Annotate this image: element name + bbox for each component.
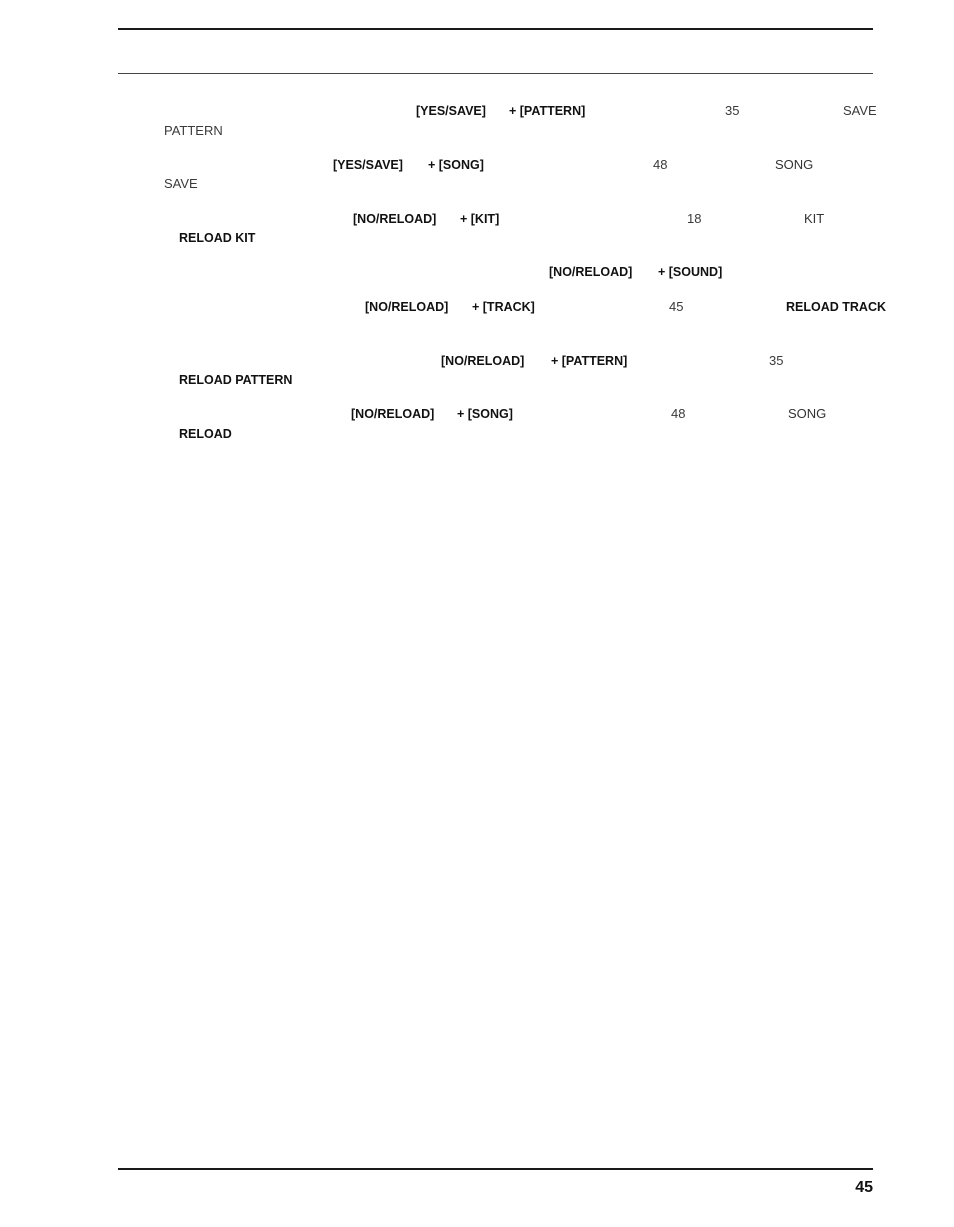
page-number: 45 <box>855 1179 873 1196</box>
key-combo-first-key: [NO/RELOAD] <box>351 407 435 421</box>
page-reference: 48 <box>671 406 686 421</box>
key-combo-second-key: + [SONG] <box>457 407 513 421</box>
key-combo-second-key: + [PATTERN] <box>509 104 586 118</box>
screen-name-continued: SAVE <box>164 176 198 191</box>
page-reference: 18 <box>687 211 702 226</box>
screen-name: SONG <box>788 406 827 421</box>
key-combo-second-key: + [PATTERN] <box>551 354 628 368</box>
key-combo-first-key: [YES/SAVE] <box>333 158 403 172</box>
key-combo-second-key: + [SOUND] <box>658 265 723 279</box>
footer-rule <box>118 1168 873 1170</box>
page-reference: 35 <box>725 103 740 118</box>
page-reference: 35 <box>769 353 784 368</box>
key-combo-first-key: [NO/RELOAD] <box>549 265 633 279</box>
screen-name: SAVE <box>843 103 877 118</box>
page-reference: 48 <box>653 157 668 172</box>
header-rule <box>118 28 873 30</box>
key-combo-first-key: [YES/SAVE] <box>416 104 486 118</box>
key-combo-first-key: [NO/RELOAD] <box>365 300 449 314</box>
page-reference: 45 <box>669 299 684 314</box>
screen-name-continued: RELOAD <box>179 427 232 441</box>
screen-name-continued: PATTERN <box>164 123 223 138</box>
key-combo-second-key: + [SONG] <box>428 158 484 172</box>
key-combo-first-key: [NO/RELOAD] <box>353 212 437 226</box>
key-combo-second-key: + [TRACK] <box>472 300 535 314</box>
screen-name: SONG <box>775 157 814 172</box>
screen-name-continued: RELOAD KIT <box>179 231 256 245</box>
key-combo-second-key: + [KIT] <box>460 212 500 226</box>
screen-name: KIT <box>804 211 825 226</box>
key-combo-first-key: [NO/RELOAD] <box>441 354 525 368</box>
screen-name-continued: RELOAD PATTERN <box>179 373 293 387</box>
header-sub-rule <box>118 73 873 74</box>
screen-name: RELOAD TRACK <box>786 300 886 314</box>
